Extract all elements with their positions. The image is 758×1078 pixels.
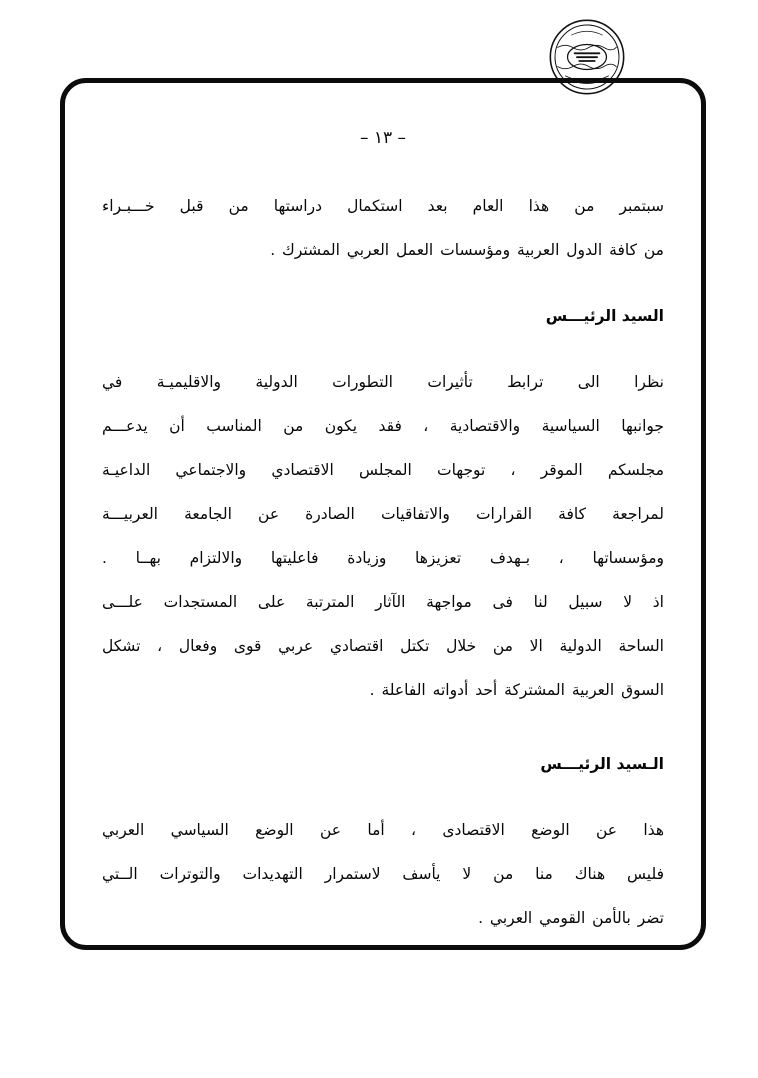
paragraph-line: جوانبها السياسية والاقتصادية ، فقد يكون من المناسب أن يدعـــم — [102, 417, 664, 435]
paragraph-line: مجلسكم الموقر ، توجهات المجلس الاقتصادي والاجتماعي الداعيـة — [102, 461, 664, 479]
document-content — [88, 106, 678, 928]
paragraph-line: نظرا الى ترابط تأثيرات التطورات الدولية والاقليميـة في — [102, 373, 664, 391]
spacer — [88, 786, 678, 808]
paragraph-line: لمراجعة كافة القرارات والاتفاقيات الصادرة عن الجامعة العربيـــة — [102, 505, 664, 523]
paragraph-line: هذا عن الوضع الاقتصادى ، أما عن الوضع السياسي العربي — [102, 821, 664, 839]
spacer — [88, 338, 678, 360]
section-heading: الـسيد الرئيـــس — [540, 755, 664, 773]
section-heading: السيد الرئيـــس — [545, 307, 664, 325]
page-number: – ١٣ – — [359, 128, 407, 148]
paragraph-line: الساحة الدولية الا من خلال تكتل اقتصادي عربي قوى وفعال ، تشكل — [102, 637, 664, 655]
spacer — [88, 272, 678, 294]
spacer — [88, 712, 678, 742]
paragraph-line: فليس هناك منا من لا يأسف لاستمرار التهديدات والتوترات الــتي — [102, 865, 664, 883]
paragraph-line: ومؤسساتها ، بـهدف تعزيزها وزيادة فاعليتها والالتزام بهــا . — [102, 549, 664, 567]
paragraph-line: سبتمبر من هذا العام بعد استكمال دراستها من قبل خـــبـراء — [102, 197, 664, 215]
paragraph-line: تضر بالأمن القومي العربي . — [478, 909, 664, 927]
paragraph-line: اذ لا سبيل لنا فى مواجهة الآثار المترتبة على المستجدات علـــى — [102, 593, 664, 611]
paragraph-line: من كافة الدول العربية ومؤسسات العمل العربي المشترك . — [270, 241, 664, 259]
paragraph-line: السوق العربية المشتركة أحد أدواته الفاعلة . — [369, 681, 664, 699]
